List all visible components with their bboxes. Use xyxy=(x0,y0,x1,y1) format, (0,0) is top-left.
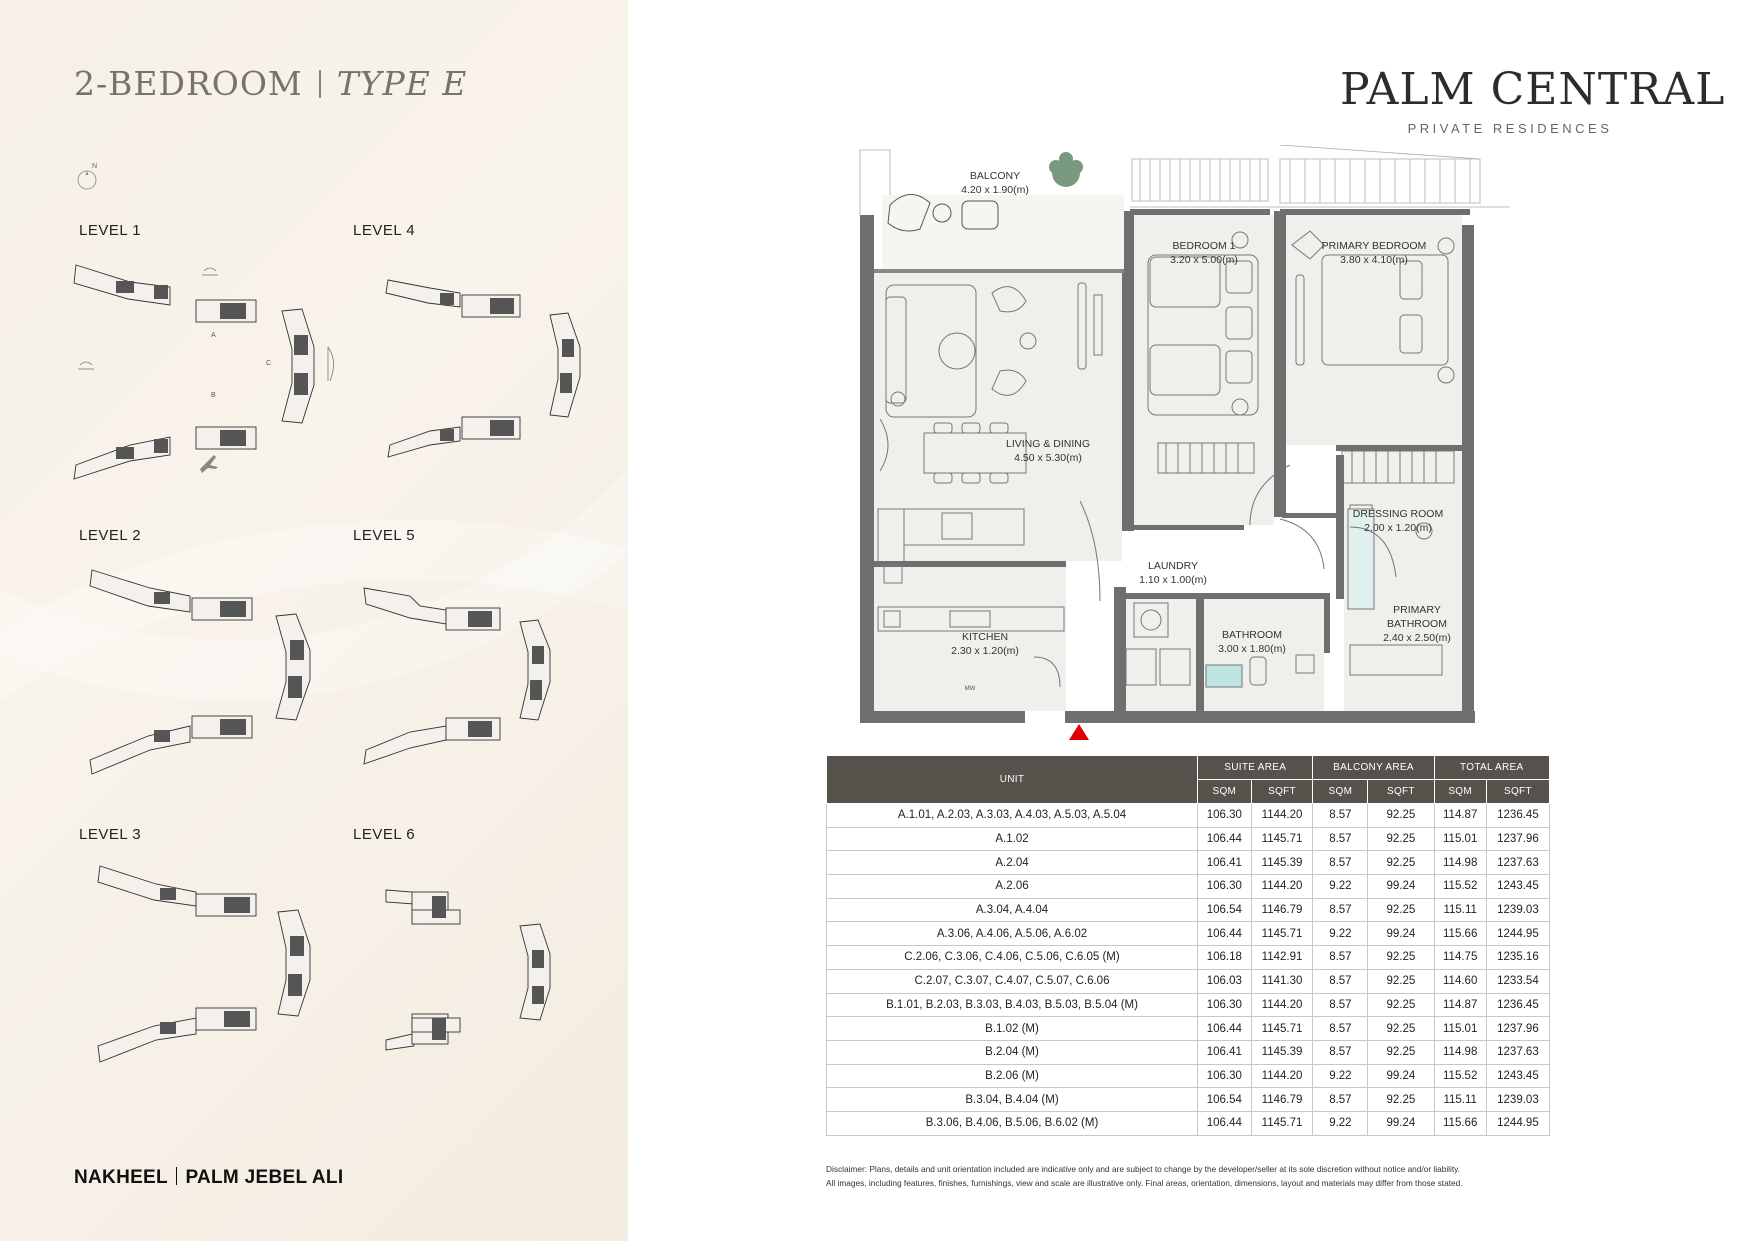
level-5-label: LEVEL 5 xyxy=(353,527,416,544)
area-value-cell: 106.18 xyxy=(1198,946,1252,970)
entrance-marker-icon xyxy=(1069,724,1089,740)
area-value-cell: 1244.95 xyxy=(1486,922,1549,946)
area-value-cell: 1144.20 xyxy=(1251,875,1313,899)
area-value-cell: 99.24 xyxy=(1368,922,1434,946)
area-value-cell: 106.44 xyxy=(1198,827,1252,851)
area-value-cell: 115.66 xyxy=(1434,922,1486,946)
area-value-cell: 92.25 xyxy=(1368,851,1434,875)
disclaimer xyxy=(826,1162,1556,1190)
table-row xyxy=(827,804,1550,828)
area-value-cell: 1239.03 xyxy=(1486,1088,1549,1112)
unit-cell: C.2.07, C.3.07, C.4.07, C.5.07, C.6.06 xyxy=(827,969,1198,993)
total-sqft-header: SQFT xyxy=(1486,780,1549,804)
table-row xyxy=(827,1040,1550,1064)
bathroom-label: BATHROOM xyxy=(1222,629,1282,641)
area-value-cell: 9.22 xyxy=(1313,1064,1368,1088)
level-2-keyplan xyxy=(70,560,350,780)
building-c-label: C xyxy=(266,360,272,367)
table-row xyxy=(827,1064,1550,1088)
area-value-cell: 1236.45 xyxy=(1486,993,1549,1017)
unit-cell: A.3.06, A.4.06, A.5.06, A.6.02 xyxy=(827,922,1198,946)
area-value-cell: 106.30 xyxy=(1198,804,1252,828)
area-value-cell: 8.57 xyxy=(1313,898,1368,922)
level-2-label: LEVEL 2 xyxy=(79,527,142,544)
area-table-body xyxy=(827,804,1550,1136)
level-5-keyplan xyxy=(350,560,600,780)
unit-cell: B.1.02 (M) xyxy=(827,1017,1198,1041)
unit-type: TYPE E xyxy=(336,64,468,103)
level-6-keyplan xyxy=(350,870,600,1070)
area-value-cell: 115.01 xyxy=(1434,827,1486,851)
unit-cell: A.1.02 xyxy=(827,827,1198,851)
area-value-cell: 92.25 xyxy=(1368,993,1434,1017)
area-value-cell: 99.24 xyxy=(1368,875,1434,899)
bedroom-count: 2-BEDROOM xyxy=(74,64,303,103)
unit-cell: B.1.01, B.2.03, B.3.03, B.4.03, B.5.03, B.5.04 (M) xyxy=(827,993,1198,1017)
area-value-cell: 92.25 xyxy=(1368,1017,1434,1041)
area-value-cell: 1243.45 xyxy=(1486,875,1549,899)
developer-name: NAKHEEL xyxy=(74,1167,168,1188)
unit-cell: A.2.04 xyxy=(827,851,1198,875)
area-value-cell: 92.25 xyxy=(1368,969,1434,993)
area-value-cell: 1239.03 xyxy=(1486,898,1549,922)
title-divider xyxy=(319,70,321,98)
area-value-cell: 8.57 xyxy=(1313,827,1368,851)
unit-cell: A.3.04, A.4.04 xyxy=(827,898,1198,922)
level-4-label: LEVEL 4 xyxy=(353,222,416,239)
unit-cell: A.2.06 xyxy=(827,875,1198,899)
balcony-area-header: BALCONY AREA xyxy=(1313,756,1434,780)
area-value-cell: 1145.71 xyxy=(1251,827,1313,851)
area-value-cell: 1145.39 xyxy=(1251,1040,1313,1064)
dressing-room-dims: 2.00 x 1.20(m) xyxy=(1364,522,1432,534)
area-value-cell: 8.57 xyxy=(1313,946,1368,970)
primary-bathroom-dims: 2.40 x 2.50(m) xyxy=(1383,632,1451,644)
area-value-cell: 114.87 xyxy=(1434,993,1486,1017)
area-value-cell: 1237.63 xyxy=(1486,1040,1549,1064)
bathroom-dims: 3.00 x 1.80(m) xyxy=(1218,643,1286,655)
area-value-cell: 106.44 xyxy=(1198,1111,1252,1135)
area-value-cell: 1244.95 xyxy=(1486,1111,1549,1135)
area-value-cell: 1144.20 xyxy=(1251,1064,1313,1088)
area-value-cell: 92.25 xyxy=(1368,898,1434,922)
table-row xyxy=(827,1017,1550,1041)
primary-bedroom-dims: 3.80 x 4.10(m) xyxy=(1340,254,1408,266)
area-value-cell: 115.01 xyxy=(1434,1017,1486,1041)
unit-cell: B.2.06 (M) xyxy=(827,1064,1198,1088)
area-value-cell: 106.44 xyxy=(1198,922,1252,946)
table-row xyxy=(827,993,1550,1017)
unit-cell: C.2.06, C.3.06, C.4.06, C.5.06, C.6.05 (M) xyxy=(827,946,1198,970)
area-value-cell: 92.25 xyxy=(1368,1040,1434,1064)
unit-cell: B.3.04, B.4.04 (M) xyxy=(827,1088,1198,1112)
area-value-cell: 106.30 xyxy=(1198,1064,1252,1088)
area-value-cell: 8.57 xyxy=(1313,1088,1368,1112)
landmark-icon xyxy=(328,347,334,381)
disclaimer-line-1: Disclaimer: Plans, details and unit orientation included are indicative only and are subject to change by the developer/seller at its sole discretion without notice and/or liability. xyxy=(826,1164,1460,1174)
level-4-keyplan xyxy=(350,255,600,485)
suite-sqm-header: SQM xyxy=(1198,780,1252,804)
left-panel xyxy=(0,0,628,1241)
unit-cell: B.3.06, B.4.06, B.5.06, B.6.02 (M) xyxy=(827,1111,1198,1135)
area-value-cell: 1144.20 xyxy=(1251,804,1313,828)
area-value-cell: 8.57 xyxy=(1313,1017,1368,1041)
north-label: N xyxy=(92,163,98,170)
bedroom-1-dims: 3.20 x 5.00(m) xyxy=(1170,254,1238,266)
area-value-cell: 1233.54 xyxy=(1486,969,1549,993)
unit-cell: B.2.04 (M) xyxy=(827,1040,1198,1064)
microwave-label: MW xyxy=(964,686,976,692)
area-value-cell: 92.25 xyxy=(1368,804,1434,828)
area-value-cell: 1146.79 xyxy=(1251,1088,1313,1112)
total-area-header: TOTAL AREA xyxy=(1434,756,1550,780)
area-value-cell: 106.30 xyxy=(1198,993,1252,1017)
logo-tagline: PRIVATE RESIDENCES xyxy=(1407,121,1613,136)
area-value-cell: 1144.20 xyxy=(1251,993,1313,1017)
total-sqm-header: SQM xyxy=(1434,780,1486,804)
area-value-cell: 99.24 xyxy=(1368,1111,1434,1135)
area-value-cell: 1236.45 xyxy=(1486,804,1549,828)
area-value-cell: 1145.71 xyxy=(1251,1111,1313,1135)
level-6-label: LEVEL 6 xyxy=(353,826,416,843)
developer-brand xyxy=(74,1167,343,1189)
level-3-keyplan xyxy=(70,856,350,1076)
table-row xyxy=(827,1088,1550,1112)
area-value-cell: 1235.16 xyxy=(1486,946,1549,970)
area-value-cell: 9.22 xyxy=(1313,875,1368,899)
balcony-label: BALCONY xyxy=(969,170,1021,182)
unit-cell: A.1.01, A.2.03, A.3.03, A.4.03, A.5.03, A.5.04 xyxy=(827,804,1198,828)
primary-bathroom-label-2: BATHROOM xyxy=(1387,618,1447,630)
level-3-label: LEVEL 3 xyxy=(79,826,142,843)
area-value-cell: 115.66 xyxy=(1434,1111,1486,1135)
area-value-cell: 114.75 xyxy=(1434,946,1486,970)
level-1-label: LEVEL 1 xyxy=(79,222,142,239)
balcony-sqft-header: SQFT xyxy=(1368,780,1434,804)
table-row xyxy=(827,827,1550,851)
north-arrow-icon xyxy=(76,168,98,190)
brand-divider xyxy=(176,1167,178,1185)
palm-central-logo xyxy=(1340,64,1726,136)
table-row xyxy=(827,898,1550,922)
area-value-cell: 8.57 xyxy=(1313,1040,1368,1064)
table-row xyxy=(827,875,1550,899)
level-1-keyplan xyxy=(70,255,350,485)
dressing-room-label: DRESSING ROOM xyxy=(1352,508,1444,520)
area-value-cell: 1237.96 xyxy=(1486,827,1549,851)
beach-icon xyxy=(202,268,218,275)
area-value-cell: 8.57 xyxy=(1313,993,1368,1017)
project-name: PALM JEBEL ALI xyxy=(185,1167,344,1188)
table-row xyxy=(827,969,1550,993)
area-value-cell: 115.52 xyxy=(1434,1064,1486,1088)
area-value-cell: 99.24 xyxy=(1368,1064,1434,1088)
primary-bedroom-label: PRIMARY BEDROOM xyxy=(1321,240,1427,252)
area-value-cell: 106.41 xyxy=(1198,851,1252,875)
table-row xyxy=(827,851,1550,875)
area-value-cell: 1145.39 xyxy=(1251,851,1313,875)
suite-sqft-header: SQFT xyxy=(1251,780,1313,804)
unit-header: UNIT xyxy=(827,756,1198,804)
area-value-cell: 1237.63 xyxy=(1486,851,1549,875)
area-value-cell: 9.22 xyxy=(1313,1111,1368,1135)
area-value-cell: 9.22 xyxy=(1313,922,1368,946)
balcony-sqm-header: SQM xyxy=(1313,780,1368,804)
area-value-cell: 115.52 xyxy=(1434,875,1486,899)
area-value-cell: 1146.79 xyxy=(1251,898,1313,922)
area-value-cell: 114.87 xyxy=(1434,804,1486,828)
area-value-cell: 106.41 xyxy=(1198,1040,1252,1064)
floor-plan xyxy=(850,145,1540,723)
area-value-cell: 106.54 xyxy=(1198,1088,1252,1112)
suite-area-header: SUITE AREA xyxy=(1198,756,1313,780)
area-table xyxy=(826,755,1550,1136)
area-value-cell: 115.11 xyxy=(1434,1088,1486,1112)
area-value-cell: 8.57 xyxy=(1313,969,1368,993)
area-value-cell: 92.25 xyxy=(1368,946,1434,970)
area-value-cell: 1141.30 xyxy=(1251,969,1313,993)
building-b-label: B xyxy=(211,392,216,399)
area-value-cell: 115.11 xyxy=(1434,898,1486,922)
kitchen-label: KITCHEN xyxy=(961,631,1009,643)
area-value-cell: 1145.71 xyxy=(1251,1017,1313,1041)
laundry-dims: 1.10 x 1.00(m) xyxy=(1139,574,1207,586)
laundry-label: LAUNDRY xyxy=(1148,560,1198,572)
area-value-cell: 114.98 xyxy=(1434,851,1486,875)
bedroom-1-label: BEDROOM 1 xyxy=(1172,240,1236,252)
kitchen-dims: 2.30 x 1.20(m) xyxy=(951,645,1019,657)
area-value-cell: 114.60 xyxy=(1434,969,1486,993)
balcony-dims: 4.20 x 1.90(m) xyxy=(961,184,1029,196)
area-value-cell: 106.30 xyxy=(1198,875,1252,899)
living-dining-label: LIVING & DINING xyxy=(1005,438,1091,450)
area-value-cell: 106.54 xyxy=(1198,898,1252,922)
page-title xyxy=(74,64,467,103)
area-value-cell: 1237.96 xyxy=(1486,1017,1549,1041)
area-value-cell: 1142.91 xyxy=(1251,946,1313,970)
area-value-cell: 114.98 xyxy=(1434,1040,1486,1064)
area-value-cell: 92.25 xyxy=(1368,827,1434,851)
area-value-cell: 8.57 xyxy=(1313,804,1368,828)
area-value-cell: 8.57 xyxy=(1313,851,1368,875)
area-value-cell: 106.44 xyxy=(1198,1017,1252,1041)
primary-bathroom-label: PRIMARY xyxy=(1393,604,1441,616)
airplane-icon xyxy=(200,455,218,473)
area-value-cell: 92.25 xyxy=(1368,1088,1434,1112)
area-value-cell: 1145.71 xyxy=(1251,922,1313,946)
area-value-cell: 106.03 xyxy=(1198,969,1252,993)
table-row xyxy=(827,946,1550,970)
beach-icon xyxy=(78,362,94,369)
area-value-cell: 1243.45 xyxy=(1486,1064,1549,1088)
logo-name: PALM CENTRAL xyxy=(1340,64,1726,115)
building-a-label: A xyxy=(211,332,216,339)
table-row xyxy=(827,922,1550,946)
disclaimer-line-2: All images, including features, finishes, furnishings, view and scale are illustrative only. Final areas, orientation, dimensions, layout and materials may differ from those stated. xyxy=(826,1178,1463,1188)
table-row xyxy=(827,1111,1550,1135)
living-dining-dims: 4.50 x 5.30(m) xyxy=(1014,452,1082,464)
